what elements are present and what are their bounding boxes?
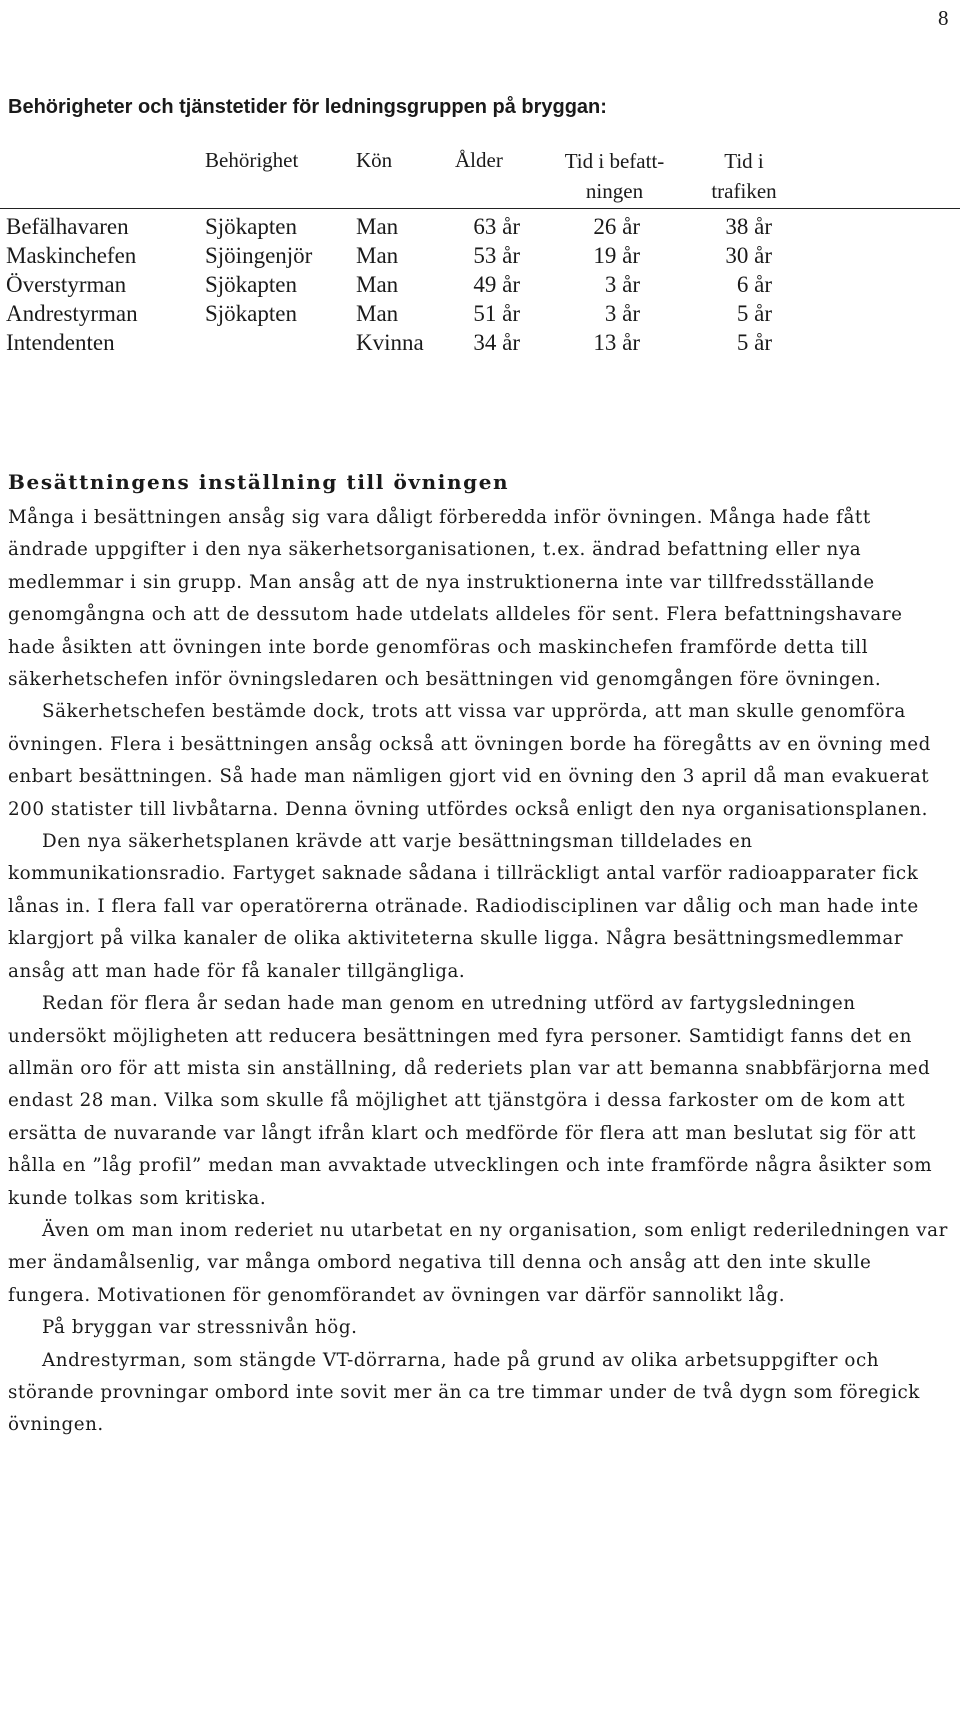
paragraph: Många i besättningen ansåg sig vara dåligt förberedda inför övningen. Många hade fått ändrade uppgifter i den nya säkerhetsorganisationen, t.ex. ändrad befattning eller nya medlemmar i sin grupp. Man ansåg att de nya instruktionerna inte var tillfredsställande genomgångna och att de dessutom hade utdelats alldeles för sent. Flera befattningshavare hade åsikten att övningen inte borde genomföras och maskinchefen framförde detta till säkerhetschefen inför övningsledaren och besättningen vid genomgången före övningen. <box>8 507 903 691</box>
cell-role: Andrestyrman <box>6 301 138 326</box>
cell-alder: 34 år <box>473 330 520 355</box>
cell-tid-befattning: 3 år <box>604 301 640 326</box>
cell-behorighet: Sjökapten <box>205 214 297 239</box>
cell-kon: Man <box>356 214 399 239</box>
cell-role: Intendenten <box>6 330 115 355</box>
section-title: Behörigheter och tjänstetider för ledningsgruppen på bryggan: <box>8 96 607 118</box>
cell-tid-befattning: 3 år <box>604 272 640 297</box>
cell-tid-trafiken: 5 år <box>736 301 772 326</box>
cell-tid-befattning: 26 år <box>593 214 640 239</box>
cell-behorighet: Sjökapten <box>205 301 297 326</box>
cell-tid-trafiken: 38 år <box>725 214 772 239</box>
cell-tid-trafiken: 30 år <box>725 243 772 268</box>
cell-kon: Man <box>356 243 399 268</box>
cell-behorighet: Sjöingenjör <box>205 243 313 268</box>
header-behorighet: Behörighet <box>205 148 299 172</box>
paragraph: Andrestyrman, som stängde VT-dörrarna, hade på grund av olika arbetsuppgifter och störande provningar ombord inte sovit mer än ca tre timmar under de två dygn som föregick övningen. <box>8 1349 920 1436</box>
header-kon: Kön <box>356 148 393 172</box>
cell-kon: Man <box>356 301 399 326</box>
paragraph: Även om man inom rederiet nu utarbetat en ny organisation, som enligt rederiledningen var mer ändamålsenlig, var många ombord negativa till denna och ansåg att den inte skulle fungera. Motivationen för genomförandet av övningen var därför sannolikt låg. <box>8 1219 948 1306</box>
cell-behorighet: Sjökapten <box>205 272 297 297</box>
header-alder: Ålder <box>455 148 503 172</box>
paragraph: På bryggan var stressnivån hög. <box>42 1317 358 1339</box>
body-text <box>8 502 952 1442</box>
cell-role: Befälhavaren <box>6 214 129 239</box>
cell-alder: 63 år <box>473 214 520 239</box>
table-header-rule <box>0 208 960 209</box>
page-number: 8 <box>938 6 949 30</box>
cell-tid-trafiken: 5 år <box>736 330 772 355</box>
cell-alder: 49 år <box>473 272 520 297</box>
subheading: Besättningens inställning till övningen <box>8 470 510 494</box>
cell-tid-befattning: 19 år <box>593 243 640 268</box>
cell-tid-befattning: 13 år <box>593 330 640 355</box>
header-tid-befattning: Tid i befatt- ningen <box>564 149 665 203</box>
cell-role: Överstyrman <box>6 272 127 297</box>
cell-alder: 51 år <box>473 301 520 326</box>
paragraph: Säkerhetschefen bestämde dock, trots att vissa var upprörda, att man skulle genomföra övningen. Flera i besättningen ansåg också att övningen borde ha föregåtts av en övning med enbart besättningen. Så hade man nämligen gjort vid en övning den 3 april då man evakuerat 200 statister till livbåtarna. Denna övning utfördes också enligt den nya organisationsplanen. <box>8 701 931 820</box>
header-tid-trafiken: Tid i trafiken <box>711 149 777 203</box>
cell-alder: 53 år <box>473 243 520 268</box>
paragraph: Den nya säkerhetsplanen krävde att varje besättningsman tilldelades en kommunikationsradio. Fartyget saknade sådana i tillräckligt antal varför radioapparater fick lånas in. I flera fall var operatörerna otränade. Radiodisciplinen var dålig och man hade inte klargjort på vilka kanaler de olika aktiviteterna skulle ligga. Några besättningsmedlemmar ansåg att man hade för få kanaler tillgängliga. <box>8 831 919 982</box>
cell-tid-trafiken: 6 år <box>736 272 772 297</box>
paragraph: Redan för flera år sedan hade man genom en utredning utförd av fartygsledningen undersökt möjligheten att reducera besättningen med fyra personer. Samtidigt fanns det en allmän oro för att mista sin anställning, då rederiets plan var att bemanna snabbfärjorna med endast 28 man. Vilka som skulle få möjlighet att tjänstgöra i dessa farkoster om de kom att ersätta de nuvarande var långt ifrån klart och medförde för flera att man beslutat sig för att hålla en ”låg profil” medan man avvaktade utvecklingen och inte framförde några åsikter som kunde tolkas som kritiska. <box>8 993 933 1209</box>
cell-role: Maskinchefen <box>6 243 137 268</box>
cell-kon: Kvinna <box>356 330 424 355</box>
cell-kon: Man <box>356 272 399 297</box>
